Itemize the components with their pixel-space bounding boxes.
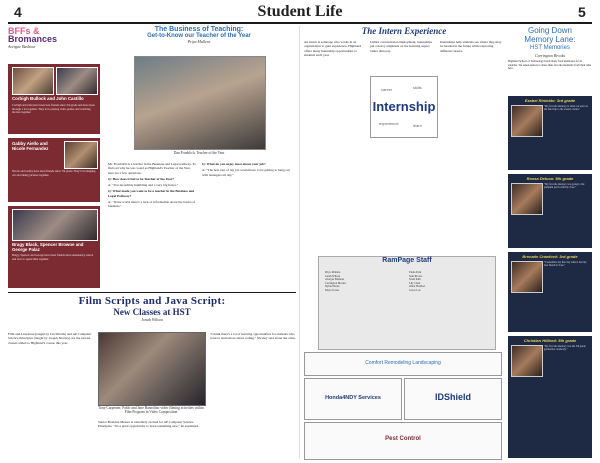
- senior-card-2: [508, 174, 592, 248]
- bff-photo-3: [12, 209, 98, 241]
- rampage-names-col1: [325, 271, 405, 293]
- film-byline: Jonah Wilson: [141, 317, 163, 322]
- internship-word-cloud-icon: [371, 77, 437, 137]
- senior-photo: [511, 261, 543, 293]
- teacher-section: [104, 26, 294, 288]
- qa-q3: Q: What do you enjoy most about your job?: [202, 162, 266, 166]
- ad-banner-2: [304, 378, 402, 420]
- right-page-number: 5: [578, 4, 586, 20]
- teacher-title: The Business of Teaching:: [154, 26, 244, 33]
- staff-name: Maya Torres: [325, 288, 340, 292]
- senior-quote: "My favorite memory is when we went on the field trip to the science center.": [544, 105, 588, 112]
- staff-name: Priya Mallera: [325, 271, 341, 274]
- senior-quote: "My favorite memory was going to the pumpkin patch with my class.": [544, 183, 585, 190]
- qa-q1: Q: How does it feel to be Teacher of the Year?: [108, 176, 174, 181]
- bff-story-1-heading: Corbigh Bullock and John Castillo: [12, 96, 84, 101]
- svg-text:skills: skills: [413, 85, 422, 90]
- film-col2: Senior Brandon Messer is extremely excited for AP Computer Science Principles. "It's a great opportunity to learn something new," he explained.: [98, 420, 199, 429]
- staff-name: Omar Haddad: [409, 285, 425, 289]
- bff-photo-2: [64, 141, 98, 169]
- staff-name: Elena Park: [409, 271, 422, 274]
- qa-intro: Mr. Fronhlich is a teacher in the Business and Legal pathway. To find out why he was voted as Highland's Teacher of the Year, here are a few questions.: [108, 162, 196, 175]
- senior-photo: [511, 183, 543, 215]
- senior-name: Brecade Crawford: 3rd grade: [522, 254, 578, 259]
- ad-3-text: IDShield: [434, 392, 471, 402]
- bff-story-2-heading: Gabby Aiello and Nicole Fernandez: [12, 141, 49, 151]
- bff-story-1: [8, 64, 100, 134]
- ad-4-text: Pest Control: [385, 436, 421, 442]
- svg-text:Internship: Internship: [372, 99, 436, 114]
- bff-section: [8, 26, 100, 288]
- ad-banner-3: [404, 378, 502, 420]
- film-section: [8, 292, 296, 460]
- internship-graphic: [370, 76, 438, 138]
- teacher-qa-col2: [202, 162, 290, 179]
- staff-name: Sam Rivera: [409, 274, 423, 278]
- bff-story-2-body: Nicole and Gabby have been friends since 7th grade. They love hanging out and taking pictures together.: [12, 169, 96, 177]
- teacher-byline: Priya Mallera: [187, 39, 211, 44]
- bff-photo-1: [12, 67, 54, 95]
- senior-card-4: [508, 336, 592, 458]
- memory-byline: Carrington Brooks: [534, 53, 566, 58]
- bff-byline: Avergae Bashour: [8, 44, 36, 49]
- staff-name: Lily Chen: [409, 281, 421, 285]
- bff-title: BFFs &: [8, 26, 40, 36]
- film-subtitle: New Classes at HST: [113, 307, 191, 317]
- teacher-subtitle: Get-to-Know our Teacher of the Year: [147, 33, 251, 39]
- staff-name: Carrington Brooks: [325, 281, 346, 285]
- qa-a1: A: "It is incredibly humbling and a very big honor.": [108, 183, 179, 188]
- senior-name: Christian Hilliard: 5th grade: [523, 338, 577, 343]
- qa-a2: A: "In the world there's a lack of information about the basics of business.": [108, 200, 196, 209]
- left-page-number: 4: [14, 4, 22, 20]
- staff-name: Avergae Bashour: [325, 278, 345, 282]
- page-gutter: [299, 26, 300, 458]
- intern-col3: Internships help students see where they may be headed in the future while exploring different careers.: [440, 40, 502, 53]
- memory-title-1: Going Down: [527, 26, 573, 35]
- film-col1: Film and Literature (taught by Lin Smolla) and AP Computer Science Principles (taught by Joseph Niceley) are the newest classes added to Highland's course this year.: [8, 332, 92, 345]
- teacher-caption: Dan Fronhlich, Teacher of the Year: [173, 151, 225, 155]
- rampage-staff-box: [318, 256, 496, 350]
- teacher-photo: [134, 56, 266, 150]
- memory-section: [508, 26, 592, 458]
- qa-a3: A: "The best part of my job would have to be getting to hang out with teenagers all day.": [202, 168, 290, 177]
- header-rule: [8, 22, 592, 24]
- staff-name: Grace Lee: [409, 288, 421, 292]
- svg-text:learn: learn: [413, 123, 422, 128]
- bff-story-2: [8, 138, 100, 202]
- film-title: Film Scripts and Java Script:: [78, 295, 226, 307]
- film-photo: [98, 332, 206, 406]
- intern-col2: Unlike conventional employment, internships put a heavy emphasis on the learning aspect rather than pay.: [370, 40, 432, 53]
- intern-col1: An intern is someone who works in an organization to gain experience. Highland offers many internship opportunities to students each year.: [304, 40, 361, 57]
- staff-name: Jonah Wilson: [325, 274, 341, 278]
- senior-name: Rossa Deluca: 5th grade: [526, 176, 574, 181]
- ad-2-text: Honda4NDY Services: [325, 395, 381, 401]
- ad-banner-4: [304, 422, 502, 460]
- teacher-qa-col1: [108, 162, 196, 211]
- senior-photo: [511, 345, 543, 377]
- bff-story-1-body: Corbigh and John have been best friends since 3rd grade and have been through a lot together. They love playing video games and watching movies together.: [12, 103, 95, 115]
- staff-name: Noah Kim: [409, 278, 421, 282]
- svg-text:experience: experience: [379, 121, 399, 126]
- staff-name: Dylan Harris: [325, 285, 340, 289]
- memory-title-3: HST Memories: [530, 45, 570, 51]
- rampage-title: RamPage Staff: [382, 257, 432, 264]
- ad-1-text: Comfort Remodeling Landscaping: [365, 360, 441, 366]
- bff-subtitle: Bromances: [8, 34, 58, 44]
- memory-intro: Highland School of Technology holds many fond memories for its students. We asked seniors to share their favorite moments from their time here.: [508, 60, 592, 71]
- memory-title-2: Memory Lane:: [524, 35, 576, 44]
- senior-card-1: [508, 96, 592, 170]
- qa-q2: Q: What made you want to be a teacher in the Business and Legal Pathway?: [108, 189, 195, 198]
- intern-title: The Intern Experience: [361, 26, 447, 36]
- senior-card-3: [508, 252, 592, 332]
- bff-photo-1b: [56, 67, 98, 95]
- intern-section: [304, 26, 504, 251]
- rampage-names-col2: [409, 271, 489, 293]
- senior-quote: "I remember my first day when I met my best friend in class.": [544, 261, 587, 268]
- film-caption: Tony Carpenter, Pablo and Jane Ranzolino video filming activities within Film Program in Video Composition: [98, 406, 204, 414]
- senior-quote: "My favorite memory was the 5th grade graduation ceremony.": [544, 345, 586, 352]
- film-col3: "I think there's a lot of learning opportunities for students who want to learn more about coding," Niceley said about the class.: [210, 332, 296, 341]
- ad-banner-1: [304, 352, 502, 376]
- senior-photo: [511, 105, 543, 137]
- section-title: Student Life: [257, 3, 343, 20]
- bff-story-3: [8, 206, 100, 288]
- film-rule: [8, 292, 296, 293]
- bff-story-3-body: Bragy, Spencer and George have been friends since elementary school and love to spend time together.: [12, 253, 94, 261]
- senior-name: Ezabel Rinieido: 3rd grade: [524, 98, 576, 103]
- svg-text:career: career: [381, 87, 393, 92]
- bff-story-3-heading: Bragy Black, Spencer Browne and George Palaz: [12, 242, 84, 252]
